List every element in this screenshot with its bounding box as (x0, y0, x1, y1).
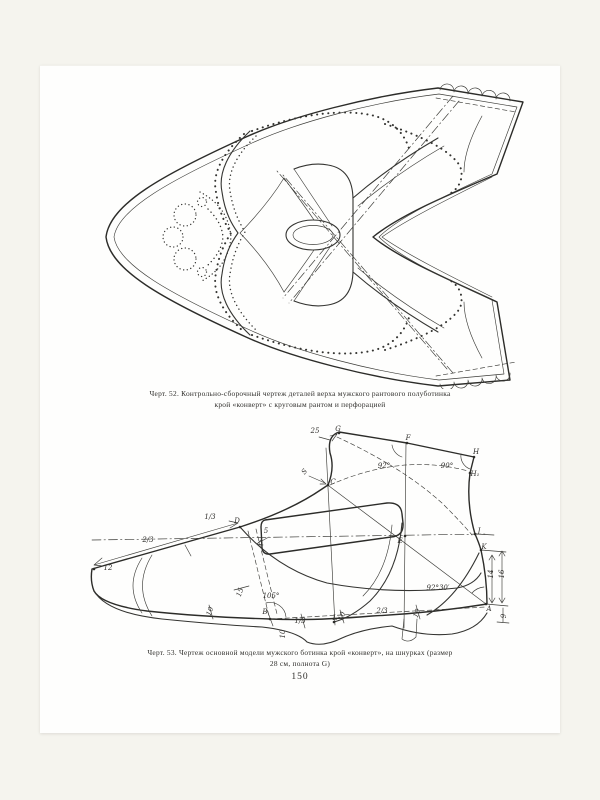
svg-text:1/3: 1/3 (294, 617, 306, 625)
figure-52-caption-line2: крой «конверт» с круговым рантом и перфорацией (214, 399, 386, 409)
svg-text:F: F (405, 434, 411, 442)
figure-53-caption-line1: Черт. 53. Чертеж основной модели мужского ботинка крой «конверт», на шнурках (размер (147, 648, 453, 657)
fig53-key-points (93, 432, 488, 624)
svg-text:B: B (262, 608, 268, 616)
figure-53-drawing (72, 423, 532, 651)
svg-text:H₁: H₁ (470, 470, 480, 478)
svg-text:5: 5 (263, 527, 269, 535)
svg-text:1/3: 1/3 (204, 513, 216, 521)
fig52-wingtip-line (215, 112, 410, 353)
svg-text:2/3: 2/3 (142, 536, 154, 544)
svg-text:16: 16 (498, 569, 506, 579)
svg-text:105°: 105° (262, 592, 280, 600)
svg-text:K: K (481, 543, 487, 551)
svg-text:J: J (477, 527, 481, 535)
svg-text:H: H (472, 448, 480, 456)
svg-text:10: 10 (336, 610, 348, 622)
svg-text:E: E (397, 537, 403, 545)
svg-text:90°: 90° (440, 462, 454, 470)
figure-53-caption-line2: 28 см, полнота G) (269, 658, 331, 668)
figure-52-caption-line1: Черт. 52. Контрольно-сборочный чертеж деталей верха мужского рантового полуботинка (149, 389, 451, 398)
svg-text:10: 10 (204, 605, 216, 617)
svg-text:2/3: 2/3 (376, 607, 388, 615)
fig52-toe-medallion (163, 192, 231, 282)
svg-text:G: G (335, 425, 341, 433)
fig53-point-labels (104, 425, 508, 638)
svg-text:12: 12 (103, 564, 113, 572)
svg-text:10: 10 (411, 607, 423, 619)
figure-53-svg (72, 423, 532, 651)
svg-text:14: 14 (487, 569, 495, 579)
svg-text:92°30′: 92°30′ (426, 584, 450, 592)
svg-text:D: D (234, 517, 240, 525)
figure-52-svg (70, 74, 532, 389)
figure-52-drawing (70, 74, 532, 389)
svg-text:15: 15 (234, 586, 246, 598)
svg-text:C: C (330, 478, 336, 486)
svg-text:S: S (299, 467, 310, 477)
figure-52-caption (70, 389, 530, 410)
fig52-outer-outline (106, 88, 523, 386)
svg-text:92°: 92° (377, 462, 391, 470)
figure-53-caption (70, 648, 530, 669)
svg-text:L: L (332, 614, 338, 622)
page-number: 150 (291, 672, 309, 682)
svg-text:10: 10 (279, 629, 287, 639)
svg-text:25: 25 (310, 427, 320, 435)
svg-text:9: 9 (500, 613, 508, 619)
svg-text:A: A (486, 605, 492, 613)
